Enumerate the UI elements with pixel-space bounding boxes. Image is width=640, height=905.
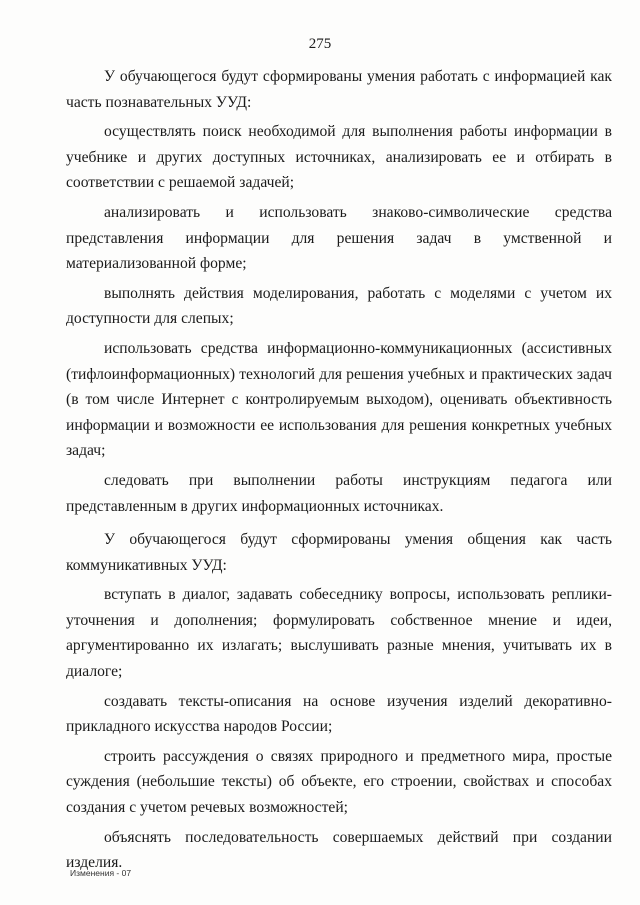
paragraph: использовать средства информационно-коммуникационных (ассистивных (тифлоинформационных) технологий для решения учебных и практических задач (в том числе Интернет с контролируемым выходом), оценивать объективность информации и возможности ее использования для решения конкретных учебных задач; <box>66 339 612 460</box>
paragraph: создавать тексты-описания на основе изучения изделий декоративно-прикладного искусства народов России; <box>66 692 612 736</box>
paragraph: анализировать и использовать знаково-символические средства представления информации для решения задач в умственной и материализованной форме; <box>66 203 612 273</box>
page-number: 275 <box>308 36 332 52</box>
document-body <box>66 64 612 876</box>
paragraph: следовать при выполнении работы инструкциям педагога или представленным в других информационных источниках. <box>66 471 612 515</box>
paragraph: вступать в диалог, задавать собеседнику вопросы, использовать реплики-уточнения и дополнения; формулировать собственное мнение и идеи, аргументированно их излагать; выслушивать разные мнения, учитывать их в диалоге; <box>66 586 612 681</box>
paragraph: выполнять действия моделирования, работать с моделями с учетом их доступности для слепых; <box>66 284 612 328</box>
scan-speck <box>66 676 68 678</box>
paragraph: строить рассуждения о связях природного и предметного мира, простые суждения (небольшие тексты) об объекте, его строении, свойствах и способах создания с учетом речевых возможностей; <box>66 747 612 817</box>
paragraph: У обучающегося будут сформированы умения работать с информацией как часть познавательных УУД: <box>66 68 612 111</box>
footer-revision-note: Изменения - 07 <box>70 868 132 878</box>
paragraph: У обучающегося будут сформированы умения общения как часть коммуникативных УУД: <box>66 531 612 574</box>
paragraph: объяснять последовательность совершаемых действий при создании изделия. <box>66 828 612 872</box>
paragraph: осуществлять поиск необходимой для выполнения работы информации в учебнике и других доступных источниках, анализировать ее и отбирать в соответствии с решаемой задачей; <box>66 123 612 192</box>
